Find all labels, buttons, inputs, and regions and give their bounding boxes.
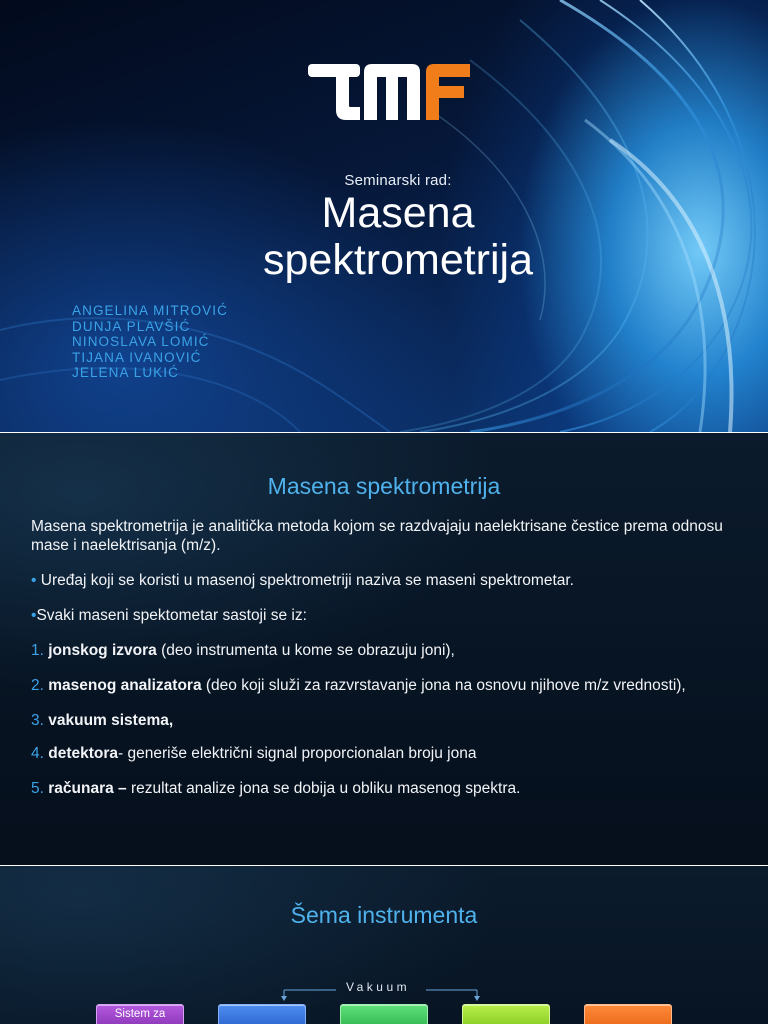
bullet-point — [31, 606, 741, 625]
list-item — [31, 711, 741, 730]
diagram-box-inlet — [96, 1004, 184, 1024]
item-term: vakuum sistema, — [48, 712, 174, 729]
item-term: računara – — [48, 780, 127, 797]
item-number: 4. — [31, 745, 49, 762]
author-list — [72, 303, 228, 381]
arrow-down-icon — [474, 996, 480, 1001]
subtitle: Seminarski rad: — [344, 172, 452, 189]
slide-title — [0, 190, 768, 284]
list-item — [31, 676, 741, 695]
author: DUNJA PLAVŠIĆ — [72, 318, 191, 334]
vakuum-bracket — [0, 866, 768, 1024]
vakuum-label: Vakuum — [346, 980, 411, 994]
item-term: detektora — [48, 745, 119, 762]
bullet-point — [31, 571, 741, 590]
item-term: jonskog izvora — [48, 642, 157, 659]
item-number: 2. — [31, 677, 49, 694]
author: TIJANA IVANOVIĆ — [72, 349, 202, 365]
author: ANGELINA MITROVIĆ — [72, 303, 228, 318]
item-description: - generiše električni signal proporcionalan broju jona — [118, 745, 477, 762]
definition-slide — [0, 433, 768, 865]
list-item — [31, 779, 741, 798]
item-description: (deo instrumenta u kome se obrazuju joni), — [156, 642, 455, 659]
slide-body — [31, 517, 741, 798]
title-line-1: Masena — [321, 189, 475, 237]
title-line-2: spektrometrija — [262, 236, 534, 284]
author: NINOSLAVA LOMIĆ — [72, 334, 210, 349]
item-number: 1. — [31, 642, 49, 659]
arrow-down-icon — [281, 996, 287, 1001]
item-description: (deo koji služi za razvrstavanje jona na osnovu njihove m/z vrednosti), — [201, 677, 686, 694]
intro-paragraph: Masena spektrometrija je analitička metoda kojom se razdvajaju naelektrisane čestice prema odnosu mase i naelektrisanja (m/z). — [31, 518, 723, 554]
bullet-text: Uređaj koji se koristi u masenoj spektrometriji naziva se maseni spektrometar. — [36, 572, 574, 589]
slide-title: Šema instrumenta — [290, 902, 478, 928]
diagram-box-detector — [462, 1004, 550, 1024]
tmf-logo — [306, 62, 472, 124]
item-number: 5. — [31, 780, 49, 797]
bullet-text: Svaki maseni spektometar sastoji se iz: — [36, 607, 307, 624]
title-slide — [0, 0, 768, 432]
box-label: Sistem za — [114, 1008, 166, 1020]
item-number: 3. — [31, 712, 49, 729]
bullet-icon: • — [31, 607, 37, 624]
schema-slide — [0, 866, 768, 1024]
diagram-box-computer — [584, 1004, 672, 1024]
list-item — [31, 641, 741, 660]
diagram-box-ion-source — [218, 1004, 306, 1024]
list-item — [31, 744, 741, 763]
author: JELENA LUKIĆ — [72, 365, 179, 380]
bullet-icon: • — [31, 572, 37, 589]
slide-title: Masena spektrometrija — [267, 473, 501, 499]
diagram-box-analyzer — [340, 1004, 428, 1024]
item-term: masenog analizatora — [48, 677, 202, 694]
item-description: rezultat analize jona se dobija u obliku masenog spektra. — [126, 780, 521, 797]
